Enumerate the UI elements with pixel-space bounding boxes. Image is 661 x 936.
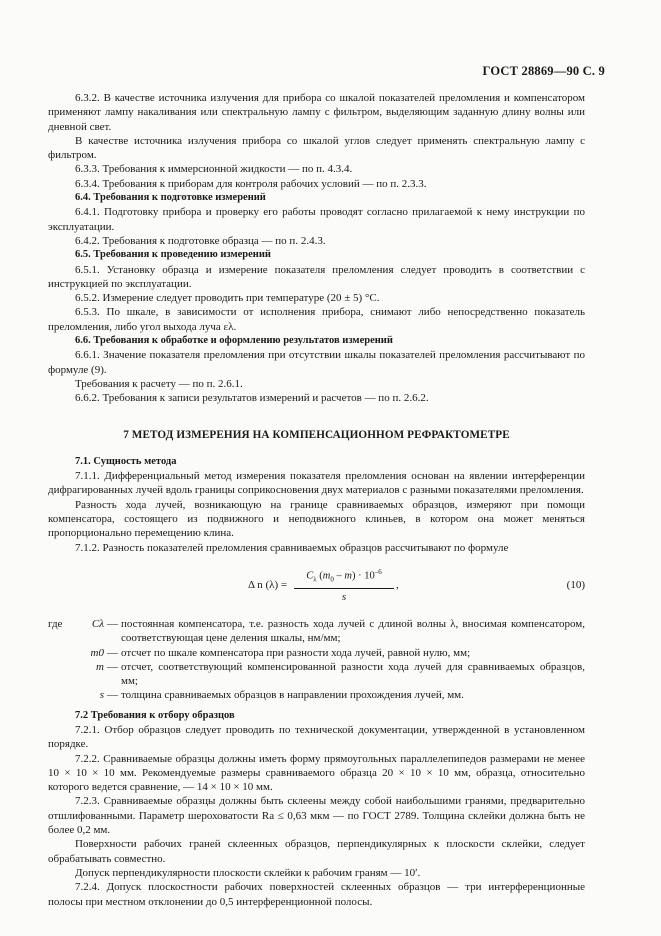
paragraph: 6.5.1. Установку образца и измерение показателя преломления следует проводить в соответствии с инструкцией по эксплуатации. xyxy=(48,263,585,290)
definition-dash: — xyxy=(107,646,118,659)
definition-row xyxy=(48,646,585,660)
formula-denominator: s xyxy=(341,590,347,603)
definition-row xyxy=(48,660,585,689)
subsection-heading: 6.4. Требования к подготовке измерений xyxy=(75,192,266,204)
paragraph: 7.2.3. Сравниваемые образцы должны быть склеены между собой наибольшими гранями, предварительно отшлифованными. Параметр шероховатости Ra ≤ 0,63 мкм — по ГОСТ 2789. Толщина склейки должна быть не более 0,2 мм. xyxy=(48,795,585,837)
definition-symbol: m xyxy=(96,660,104,673)
definition-dash: — xyxy=(107,689,118,702)
paragraph: 7.1.2. Разность показателей преломления сравниваемых образцов рассчитывают по формуле xyxy=(75,541,509,554)
definition-dash: — xyxy=(107,660,118,673)
paragraph: В качестве источника излучения прибора со шкалой углов следует применять спектральную лампу с фильтром. xyxy=(48,134,585,162)
formula-fraction xyxy=(294,565,394,604)
paragraph: 7.2.4. Допуск плоскостности рабочих поверхностей склеенных образцов — три интерференционные полосы при местном отклонении до 0,5 интерференционной полосы. xyxy=(48,881,585,908)
paragraph: 7.2.2. Сравниваемые образцы должны иметь форму прямоугольных параллелепипедов размерами не менее 10 × 10 × 10 мм. Рекомендуемые размеры сравниваемого образца 20 × 10 × 10 мм, образца, относительно которого ведется сравнение, — 14 × 10 × 10 мм. xyxy=(48,752,585,794)
formula-lhs: Δ n (λ) = xyxy=(248,578,288,591)
definition-text: постоянная компенсатора, т.е. разность хода лучей с длиной волны λ, вносимая компенсатором, соответствующая цене деления шкалы, нм/мм; xyxy=(121,617,585,645)
page-content xyxy=(48,91,585,909)
definition-text: толщина сравниваемых образцов в направлении прохождения лучей, мм. xyxy=(121,689,464,702)
definition-symbol: s xyxy=(99,689,104,702)
paragraph: 6.6.1. Значение показателя преломления при отсутствии шкалы показателей преломления рассчитывают по формуле (9). xyxy=(48,349,585,376)
definition-text: отсчет по шкале компенсатора при разности хода лучей, равной нулю, мм; xyxy=(121,646,471,659)
definition-text: отсчет, соответствующий компенсированной разности хода лучей для сравниваемых образцов, мм; xyxy=(121,660,585,688)
formula-definitions xyxy=(48,617,585,703)
paragraph: 6.3.2. В качестве источника излучения для прибора со шкалой показателей преломления и компенсатором применяют лампу накаливания или спектральную лампу с фильтром, выделяющим заданную длину волны или дневной свет. xyxy=(48,92,585,133)
definition-symbol: Cλ xyxy=(91,617,104,630)
formula-10 xyxy=(48,563,585,607)
section-7-1-text xyxy=(48,455,585,555)
section-7-2-text xyxy=(48,709,585,909)
formula-number: (10) xyxy=(566,578,585,591)
paragraph: Поверхности рабочих граней склеенных образцов, перпендикулярных к плоскости склейки, следует обрабатывать совместно. xyxy=(48,838,585,865)
definition-lead: где xyxy=(48,617,63,630)
paragraph: Допуск перпендикулярности плоскости склейки к рабочим граням — 10′. xyxy=(75,866,421,879)
subsection-heading: 7.1. Сущность метода xyxy=(75,455,177,467)
paragraph: 6.4.1. Подготовку прибора и проверку его работы проводят согласно прилагаемой к нему инструкции по эксплуатации. xyxy=(48,206,585,233)
definition-symbol: m0 xyxy=(90,646,104,659)
definition-lead xyxy=(48,646,74,660)
paragraph: 6.3.4. Требования к приборам для контроля рабочих условий — по п. 2.3.3. xyxy=(75,177,427,190)
paragraph: Разность хода лучей, возникающую на границе сравниваемых образцов, измеряют при помощи компенсатора, состоящего из подвижного и неподвижного клиньев, в котором она может меняться пропорционально перемещению клина. xyxy=(48,498,585,540)
definition-lead xyxy=(48,688,74,702)
definition-row xyxy=(48,688,585,702)
definition-lead xyxy=(48,660,74,689)
paragraph: Требования к расчету — по п. 2.6.1. xyxy=(75,377,243,390)
subsection-heading: 6.6. Требования к обработке и оформлению результатов измерений xyxy=(75,335,393,347)
section-6-text xyxy=(48,91,585,406)
paragraph: 6.6.2. Требования к записи результатов измерений и расчетов — по п. 2.6.2. xyxy=(75,392,429,405)
paragraph: 6.3.3. Требования к иммерсионной жидкости — по п. 4.3.4. xyxy=(75,163,353,176)
paragraph: 6.5.3. По шкале, в зависимости от исполнения прибора, снимают либо непосредственно показатель преломления, либо угол выхода луча ελ. xyxy=(48,306,585,333)
page-header: ГОСТ 28869—90 С. 9 xyxy=(482,64,605,78)
subsection-heading: 7.2 Требования к отбору образцов xyxy=(75,709,235,721)
formula-comma: , xyxy=(396,578,399,591)
definition-row xyxy=(48,617,585,646)
paragraph: 6.5.2. Измерение следует проводить при температуре (20 ± 5) °С. xyxy=(75,292,380,305)
definition-dash: — xyxy=(107,617,118,630)
paragraph: 6.4.2. Требования к подготовке образца — по п. 2.4.3. xyxy=(75,234,326,247)
paragraph: 7.1.1. Дифференциальный метод измерения показателя преломления основан на явлении интерференции дифрагированных лучей вдоль границы соприкосновения двух материалов с разными показателями преломления. xyxy=(48,470,585,497)
section-title: 7 МЕТОД ИЗМЕРЕНИЯ НА КОМПЕНСАЦИОННОМ РЕФРАКТОМЕТРЕ xyxy=(123,428,510,441)
formula-numerator: $C_\lambda$ $(m_0 - m) \cdot 10^{-6}$ xyxy=(294,565,394,589)
paragraph: 7.2.1. Отбор образцов следует проводить по технической документации, утвержденной в установленном порядке. xyxy=(48,723,585,751)
subsection-heading: 6.5. Требования к проведению измерений xyxy=(75,249,271,261)
